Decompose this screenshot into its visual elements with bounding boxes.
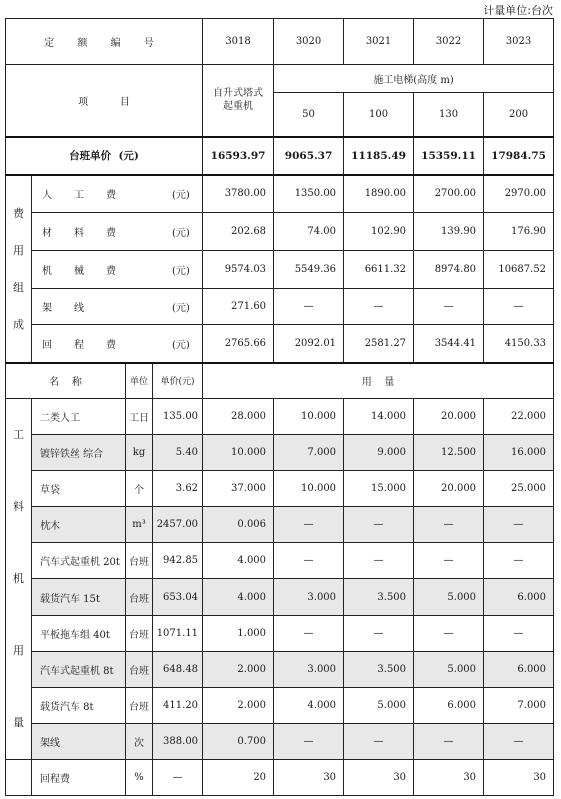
fee-unit: (元) (172, 339, 190, 351)
material-price: 1071.11 (153, 615, 203, 651)
material-unit: 台班 (126, 651, 153, 687)
code-cell: 3020 (274, 19, 344, 65)
code-cell: 3021 (344, 19, 414, 65)
fee-group-char: 成 (13, 317, 24, 331)
usage-value: 7.000 (484, 687, 554, 723)
material-unit: 台班 (126, 543, 153, 579)
usage-value: 4.000 (203, 543, 274, 579)
usage-value: 3.000 (274, 651, 344, 687)
fee-name-cell (32, 289, 203, 325)
usage-price-header: 单价(元) (153, 363, 203, 399)
quota-table (5, 18, 554, 796)
usage-value: 14.000 (344, 399, 414, 435)
usage-group-char: 工 (13, 428, 24, 441)
material-name: 二类人工 (32, 399, 126, 435)
usage-value: 30 (274, 760, 344, 796)
usage-value: — (274, 615, 344, 651)
fee-value: — (484, 289, 554, 325)
unit-price-value: 11185.49 (344, 137, 414, 175)
material-price: 5.40 (153, 435, 203, 471)
unit-price-value: 9065.37 (274, 137, 344, 175)
usage-value: — (344, 615, 414, 651)
unit-price-value: 17984.75 (484, 137, 554, 175)
usage-value: — (274, 723, 344, 759)
material-name: 镀锌铁丝 综合 (32, 435, 126, 471)
usage-value: 30 (344, 760, 414, 796)
material-price: 653.04 (153, 579, 203, 615)
usage-row (6, 471, 554, 507)
usage-value: 12.500 (414, 435, 484, 471)
fee-unit: (元) (172, 190, 190, 202)
fee-value: 202.68 (203, 213, 274, 251)
usage-row (6, 723, 554, 759)
fee-row (6, 175, 554, 213)
usage-group-char: 量 (13, 716, 24, 729)
material-name: 回程费 (32, 760, 126, 796)
unit-price-row (6, 137, 554, 175)
material-name: 架线 (32, 723, 126, 759)
usage-value: 10.000 (274, 399, 344, 435)
material-unit: kg (126, 435, 153, 471)
fee-value: 4150.33 (484, 325, 554, 363)
material-name: 载货汽车 15t (32, 579, 126, 615)
usage-value: — (274, 543, 344, 579)
usage-value: — (414, 543, 484, 579)
fee-value: 6611.32 (344, 251, 414, 289)
usage-value: 0.006 (203, 507, 274, 543)
usage-value: — (484, 723, 554, 759)
usage-row (6, 760, 554, 796)
material-price: 942.85 (153, 543, 203, 579)
usage-value: 15.000 (344, 471, 414, 507)
usage-row (6, 435, 554, 471)
code-cell: 3018 (203, 19, 274, 65)
usage-value: 2.000 (203, 651, 274, 687)
fee-value: 1350.00 (274, 175, 344, 213)
fee-value: 5549.36 (274, 251, 344, 289)
fee-value: 2700.00 (414, 175, 484, 213)
fee-value: 8974.80 (414, 251, 484, 289)
fee-value: 10687.52 (484, 251, 554, 289)
usage-name-header: 名 称 (6, 363, 126, 399)
usage-row (6, 507, 554, 543)
usage-group-char: 机 (13, 572, 24, 585)
usage-value: 10.000 (203, 435, 274, 471)
material-name: 枕木 (32, 507, 126, 543)
usage-value: 20 (203, 760, 274, 796)
usage-header-row (6, 363, 554, 399)
usage-value: 3.000 (274, 579, 344, 615)
fee-row (6, 251, 554, 289)
height-cell: 200 (484, 93, 554, 137)
fee-value: 74.00 (274, 213, 344, 251)
usage-value: 2.000 (203, 687, 274, 723)
fee-value: 102.90 (344, 213, 414, 251)
usage-value: 22.000 (484, 399, 554, 435)
usage-unit-header: 单位 (126, 363, 153, 399)
fee-value: 176.90 (484, 213, 554, 251)
fee-value: — (274, 289, 344, 325)
table-body (6, 19, 554, 796)
fee-value: 3544.41 (414, 325, 484, 363)
height-cell: 100 (344, 93, 414, 137)
fee-name-cell (32, 213, 203, 251)
item-label: 项 目 (6, 65, 203, 137)
usage-group-blank (6, 760, 32, 796)
usage-value: 20.000 (414, 399, 484, 435)
material-unit: 台班 (126, 687, 153, 723)
fee-value: 2092.01 (274, 325, 344, 363)
usage-value: 0.700 (203, 723, 274, 759)
fee-row (6, 289, 554, 325)
fee-group-char: 费 (13, 206, 24, 220)
quota-no-label: 定 额 编 号 (6, 19, 203, 65)
unit-label: 计量单位:台次 (483, 4, 553, 17)
fee-value: 1890.00 (344, 175, 414, 213)
usage-group-char: 用 (13, 644, 24, 657)
usage-value: 5.000 (414, 651, 484, 687)
fee-value: 2581.27 (344, 325, 414, 363)
usage-value: 3.500 (344, 579, 414, 615)
unit-price-value: 15359.11 (414, 137, 484, 175)
fee-value: — (414, 289, 484, 325)
fee-name-cell (32, 325, 203, 363)
fee-name: 人工费 (42, 190, 138, 202)
height-cell: 130 (414, 93, 484, 137)
material-name: 草袋 (32, 471, 126, 507)
usage-value: — (414, 615, 484, 651)
material-price: 648.48 (153, 651, 203, 687)
usage-value: 5.000 (414, 579, 484, 615)
fee-value: 3780.00 (203, 175, 274, 213)
fee-value: — (344, 289, 414, 325)
fee-row (6, 213, 554, 251)
usage-value: 4.000 (203, 579, 274, 615)
fee-name-cell (32, 251, 203, 289)
usage-value: 1.000 (203, 615, 274, 651)
material-unit: 个 (126, 471, 153, 507)
usage-value: 6.000 (484, 651, 554, 687)
usage-value: — (414, 507, 484, 543)
usage-value: 5.000 (344, 687, 414, 723)
fee-unit: (元) (172, 303, 190, 314)
fee-name: 架线 (42, 303, 106, 314)
material-unit: 工日 (126, 399, 153, 435)
usage-value: 20.000 (414, 471, 484, 507)
material-price: 3.62 (153, 471, 203, 507)
fee-unit: (元) (172, 228, 190, 239)
quota-no-row (6, 19, 554, 65)
usage-row (6, 687, 554, 723)
usage-value: 28.000 (203, 399, 274, 435)
fee-name: 回程费 (42, 339, 138, 351)
fee-group-char: 用 (13, 243, 24, 257)
material-name: 汽车式起重机 8t (32, 651, 126, 687)
elevator-group-label: 施工电梯(高度 m) (274, 65, 554, 93)
fee-value: 2970.00 (484, 175, 554, 213)
usage-value: — (344, 723, 414, 759)
usage-value: — (484, 507, 554, 543)
usage-value: 30 (414, 760, 484, 796)
usage-value: 16.000 (484, 435, 554, 471)
material-price: 388.00 (153, 723, 203, 759)
usage-value: 30 (484, 760, 554, 796)
unit-price-label: 台班单价 (元) (6, 137, 203, 175)
usage-group-char: 料 (13, 500, 24, 513)
fee-name: 材料费 (42, 228, 138, 239)
usage-value: 6.000 (414, 687, 484, 723)
material-unit: 台班 (126, 579, 153, 615)
material-price: 2457.00 (153, 507, 203, 543)
usage-value: 9.000 (344, 435, 414, 471)
material-name: 平板拖车组 40t (32, 615, 126, 651)
item-header-row (6, 65, 554, 93)
usage-row (6, 399, 554, 435)
material-name: 汽车式起重机 20t (32, 543, 126, 579)
usage-value: 4.000 (274, 687, 344, 723)
usage-row (6, 579, 554, 615)
fee-value: 139.90 (414, 213, 484, 251)
material-unit: % (126, 760, 153, 796)
usage-value: 25.000 (484, 471, 554, 507)
usage-value: — (484, 543, 554, 579)
code-cell: 3022 (414, 19, 484, 65)
material-name: 载货汽车 8t (32, 687, 126, 723)
material-price: — (153, 760, 203, 796)
material-price: 411.20 (153, 687, 203, 723)
usage-row (6, 651, 554, 687)
usage-value: — (274, 507, 344, 543)
fee-value: 9574.03 (203, 251, 274, 289)
fee-name-cell (32, 175, 203, 213)
usage-row (6, 543, 554, 579)
fee-value: 271.60 (203, 289, 274, 325)
usage-value: 10.000 (274, 471, 344, 507)
usage-value: — (344, 543, 414, 579)
height-cell: 50 (274, 93, 344, 137)
usage-group-label (6, 399, 32, 760)
fee-group-label (6, 175, 32, 363)
usage-value: 7.000 (274, 435, 344, 471)
material-unit: 次 (126, 723, 153, 759)
unit-price-value: 16593.97 (203, 137, 274, 175)
usage-value: — (484, 615, 554, 651)
material-unit: 台班 (126, 615, 153, 651)
usage-value: 3.500 (344, 651, 414, 687)
fee-row (6, 325, 554, 363)
usage-value: — (344, 507, 414, 543)
usage-value: — (414, 723, 484, 759)
usage-value: 37.000 (203, 471, 274, 507)
usage-row (6, 615, 554, 651)
fee-value: 2765.66 (203, 325, 274, 363)
fee-group-char: 组 (13, 280, 24, 294)
usage-value: 6.000 (484, 579, 554, 615)
fee-unit: (元) (172, 266, 190, 277)
code-cell: 3023 (484, 19, 554, 65)
material-unit: m³ (126, 507, 153, 543)
tower-crane-name: 自升式塔式起重机 (203, 65, 274, 137)
usage-amount-header: 用 量 (203, 363, 554, 399)
material-price: 135.00 (153, 399, 203, 435)
fee-name: 机械费 (42, 266, 138, 277)
